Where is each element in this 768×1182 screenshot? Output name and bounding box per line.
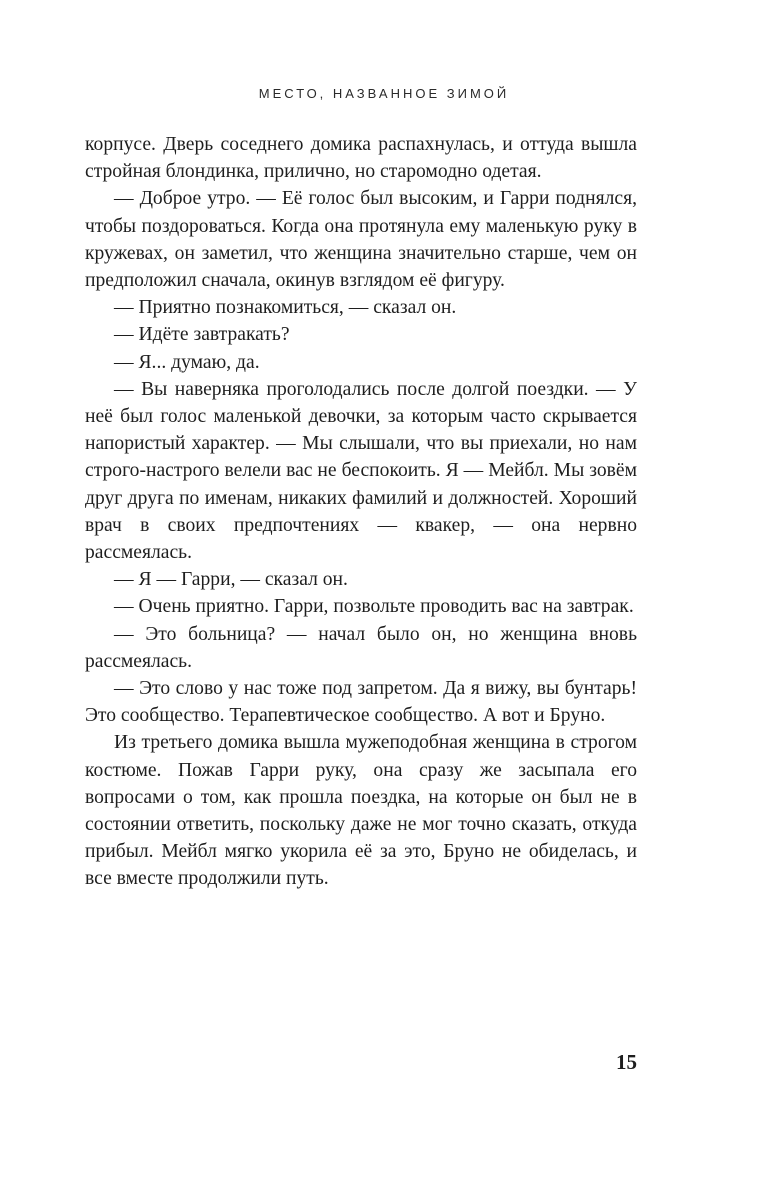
paragraph: Из третьего домика вышла мужеподобная женщина в строгом костюме. Пожав Гарри руку, она сразу же засыпала его вопросами о том, как прошла поездка, на которые он был не в состоянии ответить, поскольку даже не мог точно сказать, откуда прибыл. Мейбл мягко укорила её за это, Бруно не обиделась, и все вместе продолжили путь. bbox=[85, 732, 637, 890]
paragraph: корпусе. Дверь соседнего домика распахнулась, и оттуда вышла стройная блондинка, прилично, но старомодно одетая. bbox=[85, 134, 637, 183]
paragraph: — Приятно познакомиться, — сказал он. bbox=[114, 297, 457, 319]
paragraph: — Вы наверняка проголодались после долгой поездки. — У неё был голос маленькой девочки, за которым часто скрывается напористый характер. — Мы слышали, что вы приехали, но нам строго-настрого велели вас не беспокоить. Я — Мейбл. Мы зовём друг друга по именам, никаких фамилий и должностей. Хороший врач в своих предпочтениях — квакер, — она нервно рассмеялась. bbox=[85, 378, 637, 564]
paragraph: — Я — Гарри, — сказал он. bbox=[114, 569, 348, 591]
running-title: МЕСТО, НАЗВАННОЕ ЗИМОЙ bbox=[258, 86, 510, 101]
paragraph: — Это больница? — начал было он, но женщина вновь рассмеялась. bbox=[85, 623, 637, 672]
paragraph: — Это слово у нас тоже под запретом. Да я вижу, вы бунтарь! Это сообщество. Терапевтическое сообщество. А вот и Бруно. bbox=[85, 678, 637, 727]
paragraph: — Идёте завтракать? bbox=[114, 324, 290, 346]
paragraph: — Я... думаю, да. bbox=[114, 351, 260, 373]
body-text bbox=[85, 131, 637, 893]
page-number: 15 bbox=[616, 1050, 637, 1074]
paragraph: — Очень приятно. Гарри, позвольте проводить вас на завтрак. bbox=[114, 596, 634, 618]
paragraph: — Доброе утро. — Её голос был высоким, и Гарри поднялся, чтобы поздороваться. Когда она протянула ему маленькую руку в кружевах, он заметил, что женщина значительно старше, чем он предположил сначала, окинув взглядом её фигуру. bbox=[85, 188, 637, 292]
